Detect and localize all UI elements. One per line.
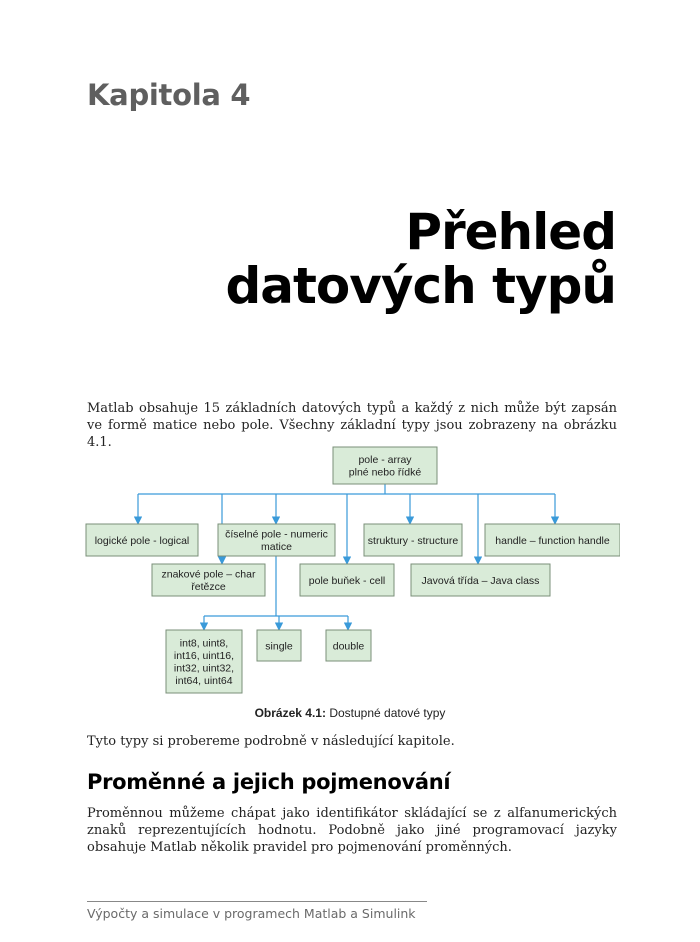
diagram-node-char [152,564,265,596]
diagram-node-label: matice [261,541,292,554]
diagram-node-structure [364,524,462,556]
diagram-node-label: znakové pole – char [161,568,256,581]
diagram-node-label: int64, uint64 [175,675,233,688]
diagram-connectors [138,484,555,630]
diagram-node-ints [166,630,242,693]
diagram-node-label: int32, uint32, [173,662,235,675]
diagram-node-double [326,630,371,661]
figure-caption-text: Dostupné datové typy [329,706,446,720]
after-figure-text: Tyto typy si probereme podrobně v následující kapitole. [87,734,455,749]
figure-caption [0,706,700,720]
diagram-node-label: single [265,640,293,653]
diagram-nodes [86,447,620,693]
data-types-diagram [80,440,620,700]
diagram-node-root [333,447,437,484]
diagram-node-label: struktury - structure [367,534,459,547]
footer-text: Výpočty a simulace v programech Matlab a Simulink [87,906,416,921]
diagram-node-label: int16, uint16, [173,650,235,662]
diagram-node-cell [300,564,394,596]
diagram-node-logical [86,524,198,556]
chapter-title-line-2: datových typů [225,257,616,315]
footer-divider [87,901,427,902]
diagram-node-label: Javová třída – Java class [421,574,540,587]
intro-paragraph: Matlab obsahuje 15 základních datových typů a každý z nich může být zapsán ve formě matice nebo pole. Všechny základní typy jsou zobrazeny na obrázku 4.1. [87,401,617,450]
diagram-node-label: řetězce [191,581,226,594]
section-paragraph: Proměnnou můžeme chápat jako identifikátor skládající se z alfanumerických znaků reprezentujících hodnotu. Podobně jako jiné programovací jazyky obsahuje Matlab několik pravidel pro pojmenování proměnných. [87,806,617,855]
diagram-node-label: logické pole - logical [94,534,190,547]
section-heading: Proměnné a jejich pojmenování [87,770,451,794]
diagram-node-label: pole buňek - cell [308,574,386,587]
diagram-node-handle [485,524,620,556]
diagram-node-numeric [218,524,335,556]
figure-caption-label: Obrázek 4.1: [254,706,326,720]
diagram-node-label: pole - array [358,454,412,466]
diagram-node-label: double [332,640,365,653]
chapter-title-line-1: Přehled [405,203,616,261]
diagram-node-java [411,564,550,596]
diagram-node-label: int8, uint8, [179,637,229,650]
diagram-node-label: handle – function handle [495,534,610,547]
diagram-node-label: číselné pole - numeric [225,528,328,541]
chapter-title [226,205,617,313]
chapter-label: Kapitola 4 [87,78,251,112]
diagram-node-single [257,630,301,661]
diagram-node-label: plné nebo řídké [348,466,422,479]
